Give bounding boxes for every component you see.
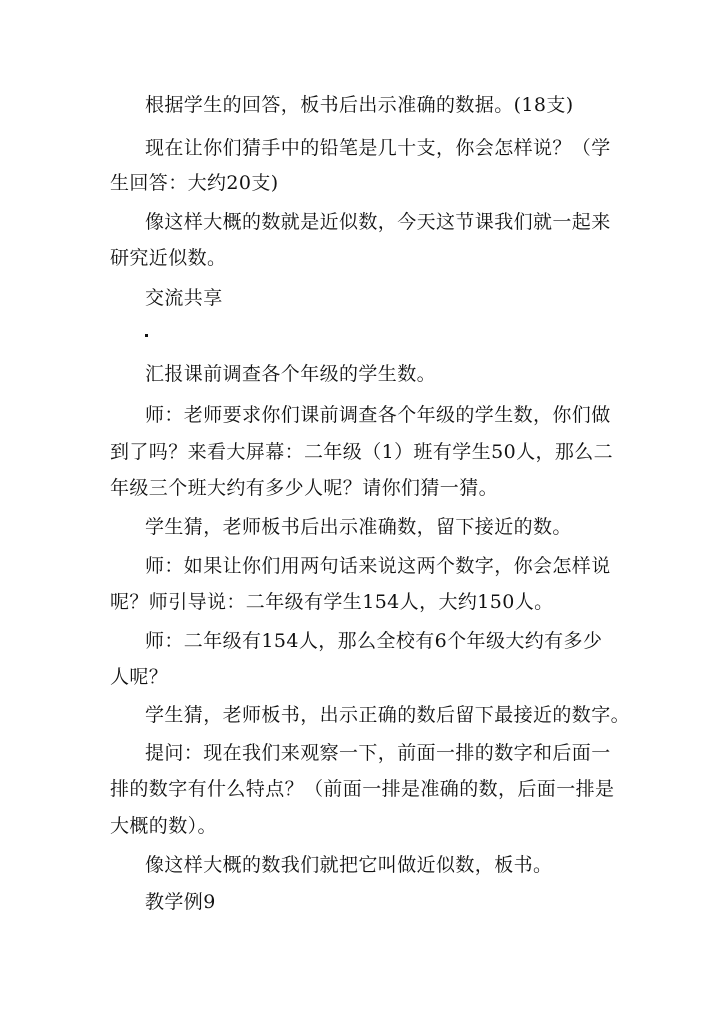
paragraph-line: 生回答：大约20支) bbox=[110, 172, 279, 194]
paragraph-line: 师：如果让你们用两句话来说这两个数字，你会怎样说 bbox=[145, 555, 611, 577]
paragraph-line: 人呢？ bbox=[110, 666, 169, 688]
paragraph-line: 学生猜，老师板书，出示正确的数后留下最接近的数字。 bbox=[145, 704, 630, 726]
bullet-dot bbox=[145, 334, 148, 337]
paragraph-line: 呢？师引导说：二年级有学生154人，大约150人。 bbox=[110, 591, 554, 613]
paragraph-line: 到了吗？来看大屏幕：二年级（1）班有学生50人，那么二 bbox=[110, 441, 614, 463]
paragraph-line: 现在让你们猜手中的铅笔是几十支，你会怎样说？（学 bbox=[145, 137, 611, 159]
paragraph-line: 像这样大概的数就是近似数，今天这节课我们就一起来 bbox=[145, 211, 611, 233]
paragraph-line: 汇报课前调查各个年级的学生数。 bbox=[145, 363, 437, 385]
paragraph-line: 根据学生的回答，板书后出示准确的数据。(18支) bbox=[145, 94, 574, 116]
paragraph-line: 师：二年级有154人，那么全校有6个年级大约有多少 bbox=[145, 630, 603, 652]
paragraph-line: 像这样大概的数我们就把它叫做近似数，板书。 bbox=[145, 854, 553, 876]
section-heading: 教学例9 bbox=[145, 891, 216, 913]
paragraph-line: 师：老师要求你们课前调查各个年级的学生数，你们做 bbox=[145, 404, 611, 426]
paragraph-line: 提问：现在我们来观察一下，前面一排的数字和后面一 bbox=[145, 742, 611, 764]
paragraph-line: 研究近似数。 bbox=[110, 247, 227, 269]
paragraph-line: 大概的数）。 bbox=[110, 815, 217, 837]
section-heading: 交流共享 bbox=[145, 287, 223, 309]
paragraph-line: 排的数字有什么特点？（前面一排是准确的数，后面一排是 bbox=[110, 778, 615, 800]
paragraph-line: 学生猜，老师板书后出示准确数，留下接近的数。 bbox=[145, 516, 572, 538]
paragraph-line: 年级三个班大约有多少人呢？请你们猜一猜。 bbox=[110, 477, 499, 499]
